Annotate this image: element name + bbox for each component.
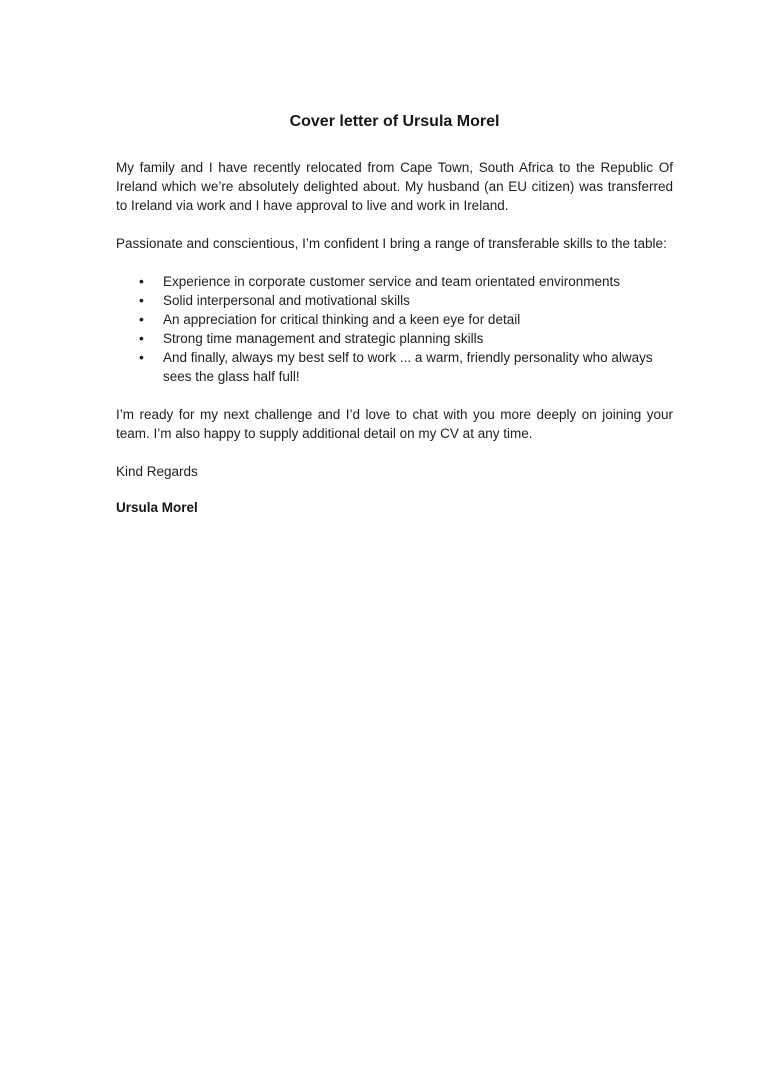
list-item: • Solid interpersonal and motivational skills [163, 291, 673, 310]
list-item: • An appreciation for critical thinking and a keen eye for detail [163, 310, 673, 329]
cover-letter-page [116, 112, 673, 517]
sign-off: Kind Regards [116, 464, 198, 479]
skills-intro-paragraph: Passionate and conscientious, I’m confident I bring a range of transferable skills to the table: [116, 236, 667, 251]
skills-bullet-list [116, 272, 673, 386]
list-item: • Strong time management and strategic planning skills [163, 329, 673, 348]
list-item: • And finally, always my best self to work ... a warm, friendly personality who always sees the glass half full! [163, 348, 673, 386]
closing-paragraph: I’m ready for my next challenge and I’d love to chat with you more deeply on joining your team. I’m also happy to supply additional detail on my CV at any time. [116, 407, 673, 441]
intro-paragraph: My family and I have recently relocated from Cape Town, South Africa to the Republic Of Ireland which we’re absolutely delighted about. My husband (an EU citizen) was transferred to Ireland via work and I have approval to live and work in Ireland. [116, 160, 673, 213]
list-item: • Experience in corporate customer service and team orientated environments [163, 272, 673, 291]
page-title: Cover letter of Ursula Morel [289, 113, 500, 130]
signature-name: Ursula Morel [116, 500, 198, 515]
